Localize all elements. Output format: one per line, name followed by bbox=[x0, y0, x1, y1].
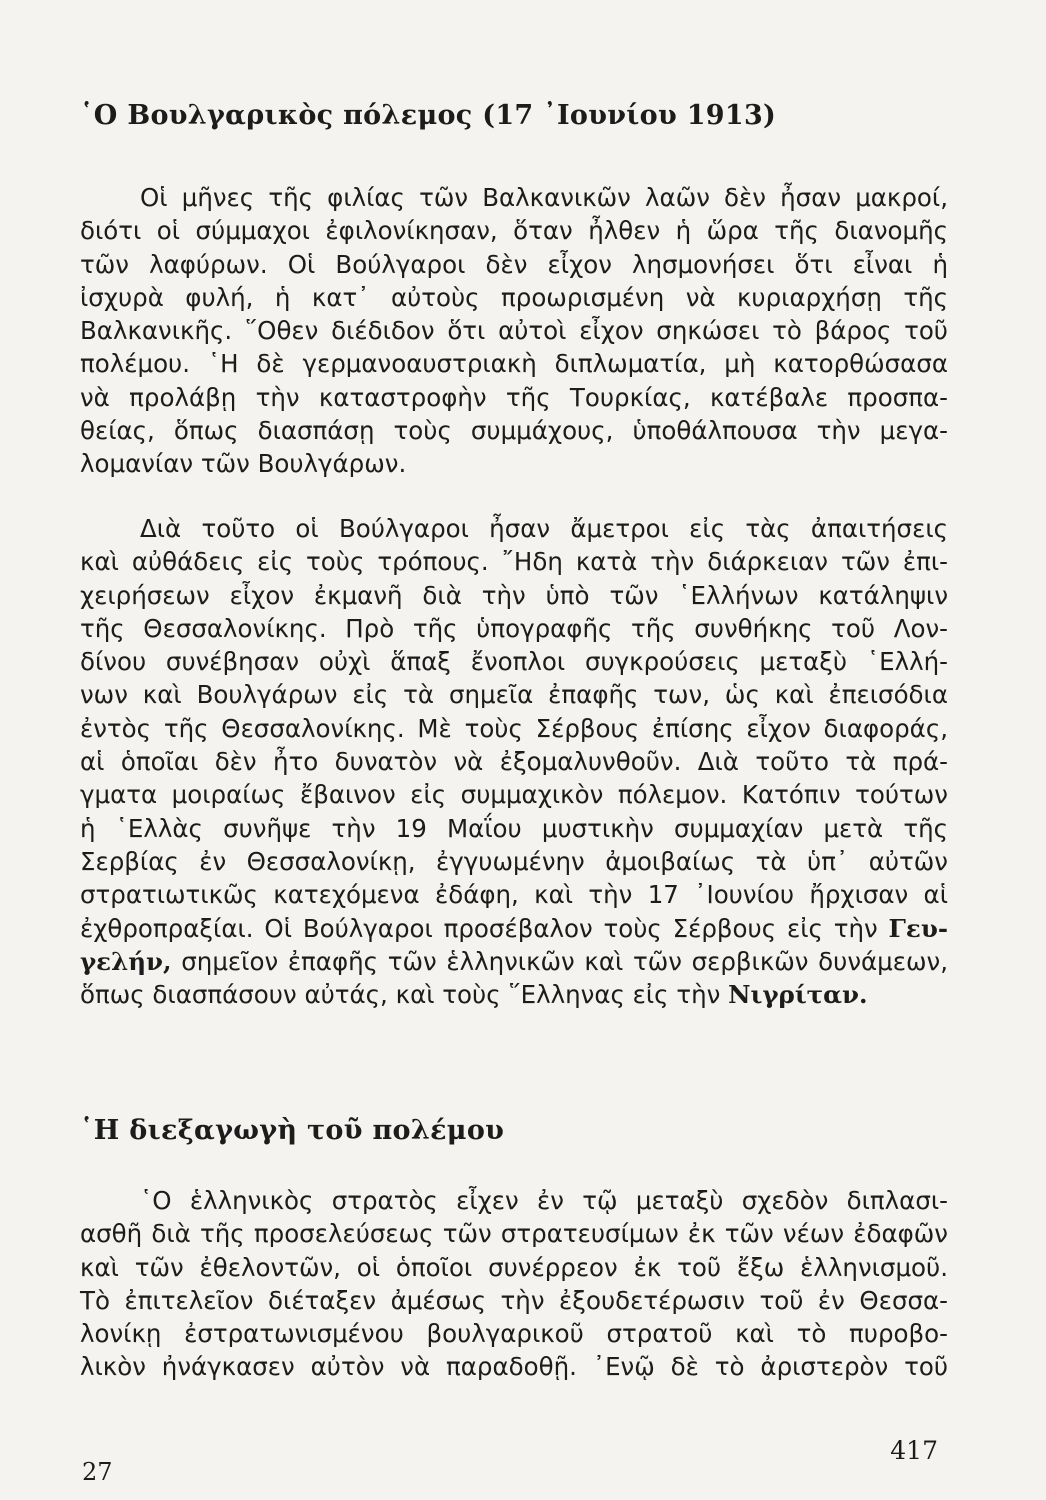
text-line: Τὸ ἐπιτελεῖον διέταξεν ἀμέσως τὴν ἐξουδετέρωσιν τοῦ ἐν Θεσσα- bbox=[80, 1285, 948, 1315]
place-name-gevgeli-cont: γελήν, bbox=[80, 946, 172, 976]
text-line: τῆς Θεσσαλονίκης. Πρὸ τῆς ὑπογραφῆς τῆς συνθήκης τοῦ Λον- bbox=[80, 613, 948, 643]
text-line: καὶ τῶν ἐθελοντῶν, οἱ ὁποῖοι συνέρρεον ἐκ τοῦ ἔξω ἑλληνισμοῦ. bbox=[80, 1252, 948, 1282]
place-name-nigrita: Νιγρίταν. bbox=[728, 980, 868, 1010]
text-line: ασθῆ διὰ τῆς προσελεύσεως τῶν στρατευσίμων ἐκ τῶν νέων ἐδαφῶν bbox=[80, 1219, 948, 1249]
text-line: Σερβίας ἐν Θεσσαλονίκῃ, ἐγγυωμένην ἀμοιβαίως τὰ ὑπ᾿ αὐτῶν bbox=[80, 846, 948, 876]
paragraph-months-of-friendship bbox=[80, 181, 948, 481]
paragraph-greek-army bbox=[80, 1184, 948, 1384]
text-line: νων καὶ Βουλγάρων εἰς τὰ σημεῖα ἐπαφῆς των, ὡς καὶ ἐπεισόδια bbox=[80, 680, 948, 710]
text-line bbox=[80, 912, 948, 945]
text-fragment: σημεῖον ἐπαφῆς τῶν ἑλληνικῶν καὶ τῶν σερβικῶν δυνάμεων, bbox=[181, 946, 948, 976]
text-line: διότι οἱ σύμμαχοι ἐφιλονίκησαν, ὅταν ἦλθεν ἡ ὥρα τῆς διανομῆς bbox=[80, 216, 948, 246]
folio-number: 27 bbox=[82, 1458, 113, 1486]
text-line bbox=[80, 978, 948, 1011]
text-line: Διὰ τοῦτο οἱ Βούλγαροι ἦσαν ἄμετροι εἰς τὰς ἀπαιτήσεις bbox=[140, 514, 948, 543]
text-line: Βαλκανικῆς. ῞Οθεν διέδιδον ὅτι αὐτοὶ εἶχον σηκώσει τὸ βάρος τοῦ bbox=[80, 316, 948, 346]
section-title-bulgarian-war: ῾Ο Βουλγαρικὸς πόλεμος (17 ᾿Ιουνίου 1913) bbox=[80, 100, 777, 131]
text-line: θείας, ὅπως διασπάσῃ τοὺς συμμάχους, ὑποθάλπουσα τὴν μεγα- bbox=[80, 416, 948, 446]
text-line: στρατιωτικῶς κατεχόμενα ἐδάφη, καὶ τὴν 17 ᾿Ιουνίου ἤρχισαν αἱ bbox=[80, 880, 948, 910]
text-line: ἐντὸς τῆς Θεσσαλονίκης. Μὲ τοὺς Σέρβους ἐπίσης εἶχον διαφοράς, bbox=[80, 713, 948, 743]
text-line: λονίκῃ ἐστρατωνισμένου βουλγαρικοῦ στρατοῦ καὶ τὸ πυροβο- bbox=[80, 1319, 948, 1349]
text-fragment: ἐχθροπραξίαι. Οἱ Βούλγαροι προσέβαλον τοὺς Σέρβους εἰς τὴν bbox=[80, 913, 878, 943]
page-number: 417 bbox=[890, 1436, 938, 1465]
text-fragment: ὅπως διασπάσουν αὐτάς, καὶ τοὺς ῞Ελληνας εἰς τὴν bbox=[80, 980, 721, 1010]
text-line: τῶν λαφύρων. Οἱ Βούλγαροι δὲν εἶχον λησμονήσει ὅτι εἶναι ἡ bbox=[80, 249, 948, 279]
text-line: λομανίαν τῶν Βουλγάρων. bbox=[80, 449, 407, 479]
paragraph-bulgarian-demands bbox=[80, 512, 948, 1011]
text-line bbox=[80, 945, 948, 978]
text-line: ἡ ῾Ελλὰς συνῆψε τὴν 19 Μαΐου μυστικὴν συμμαχίαν μετὰ τῆς bbox=[80, 813, 948, 843]
text-line: χειρήσεων εἶχον ἐκμανῆ διὰ τὴν ὑπὸ τῶν ῾Ελλήνων κατάληψιν bbox=[80, 580, 948, 610]
text-line: αἱ ὁποῖαι δὲν ἦτο δυνατὸν νὰ ἐξομαλυνθοῦν. Διὰ τοῦτο τὰ πρά- bbox=[80, 747, 948, 777]
text-line: λικὸν ἠνάγκασεν αὐτὸν νὰ παραδοθῇ. ᾿Ενῷ δὲ τὸ ἀριστερὸν τοῦ bbox=[80, 1352, 948, 1382]
section-title-conduct-of-war: ῾Η διεξαγωγὴ τοῦ πολέμου bbox=[80, 1115, 505, 1146]
text-line: πολέμου. ῾Η δὲ γερμανοαυστριακὴ διπλωματία, μὴ κατορθώσασα bbox=[80, 349, 948, 379]
text-line: δίνου συνέβησαν οὐχὶ ἅπαξ ἔνοπλοι συγκρούσεις μεταξὺ ῾Ελλή- bbox=[80, 647, 948, 677]
text-line: ἰσχυρὰ φυλή, ἡ κατ᾿ αὐτοὺς προωρισμένη νὰ κυριαρχήσῃ τῆς bbox=[80, 282, 948, 312]
text-line: καὶ αὐθάδεις εἰς τοὺς τρόπους. ῎Ηδη κατὰ τὴν διάρκειαν τῶν ἐπι- bbox=[80, 547, 948, 577]
text-line: ῾Ο ἑλληνικὸς στρατὸς εἶχεν ἐν τῷ μεταξὺ σχεδὸν διπλασι- bbox=[140, 1186, 948, 1215]
text-line: γματα μοιραίως ἔβαινον εἰς συμμαχικὸν πόλεμον. Κατόπιν τούτων bbox=[80, 780, 948, 810]
text-line: Οἱ μῆνες τῆς φιλίας τῶν Βαλκανικῶν λαῶν δὲν ἦσαν μακροί, bbox=[140, 183, 948, 212]
place-name-gevgeli: Γευ- bbox=[888, 913, 948, 943]
text-line: νὰ προλάβῃ τὴν καταστροφὴν τῆς Τουρκίας, κατέβαλε προσπα- bbox=[80, 382, 948, 412]
